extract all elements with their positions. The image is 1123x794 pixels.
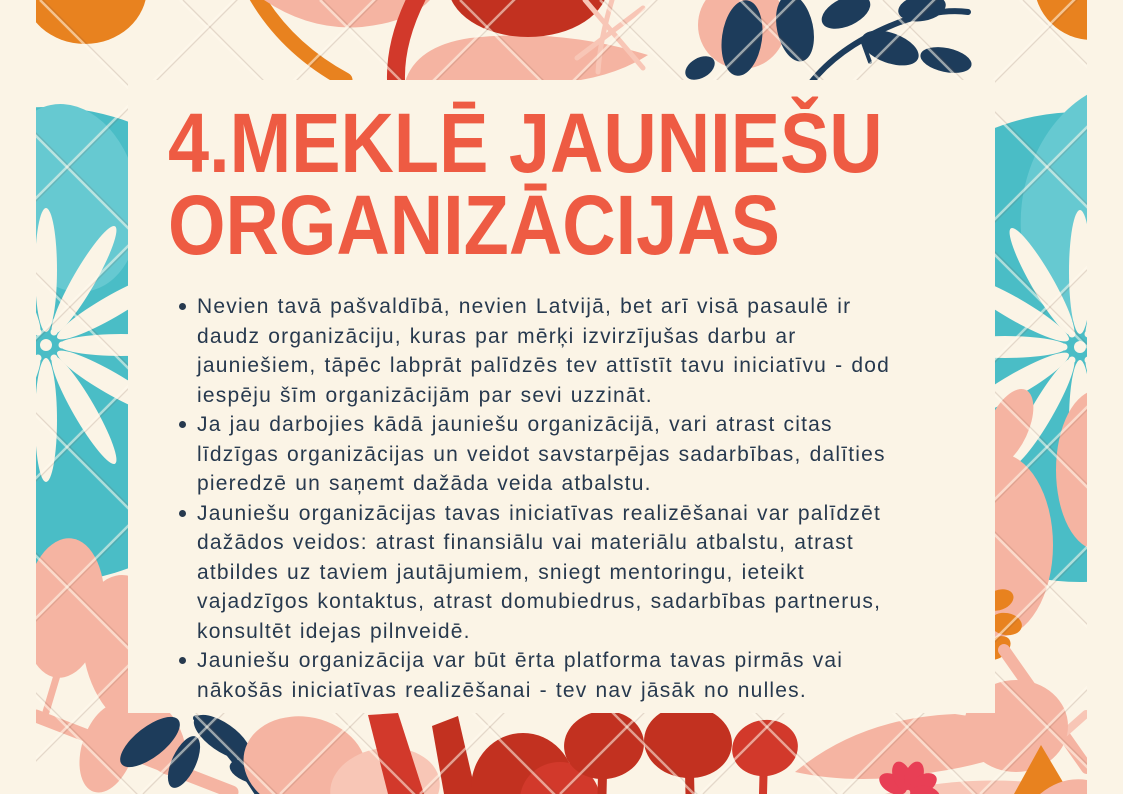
title-line-2: ORGANIZĀCIJAS: [168, 178, 780, 272]
bullet-list: [128, 292, 919, 705]
orange-circle: [1034, 0, 1123, 40]
bullet-text: Ja jau darbojies kādā jauniešu organizācijā, vari atrast citas līdzīgas organizācijas un veidot savstarpējas sadarbības, dalīties pieredzē un saņemt dažāda veida atbalstu.: [197, 413, 886, 495]
title-line-1: 4.MEKLĒ JAUNIEŠU: [168, 96, 883, 190]
bullet-text: Jauniešu organizācijas tavas iniciatīvas realizēšanai var palīdzēt dažādos veidos: atrast finansiālu vai materiālu atbalstu, atrast atbildes uz taviem jautājumiem, sniegt mentoringu, ieteikt vajadzīgos kontaktus, atrast domubiedrus, sadarbības partnerus, konsultēt idejas pilnveidē.: [197, 501, 882, 643]
content-card: [128, 80, 995, 713]
orange-blob: [23, 0, 147, 44]
bullet-item: [197, 292, 919, 410]
bullet-text: Jauniešu organizācija var būt ērta platforma tavas pirmās vai nākošās iniciatīvas realizēšanai - tev nav jāsāk no nulles.: [197, 649, 844, 702]
bullet-text: Nevien tavā pašvaldībā, nevien Latvijā, bet arī visā pasaulē ir daudz organizāciju, kuras par mērķi izvirzījušas darbu ar jauniešiem, tāpēc labprāt palīdzēs tev attīstīt tavu iniciatīvu - dod iespēju šīm organizācijām par sevi uzzināt.: [197, 295, 890, 407]
bullet-item: [197, 499, 919, 647]
bullet-item: [197, 646, 919, 705]
top-band-foliage: [23, 0, 1123, 85]
poster-title: [168, 96, 896, 272]
bullet-item: [197, 410, 919, 499]
dark-red-circle: [448, 0, 608, 37]
